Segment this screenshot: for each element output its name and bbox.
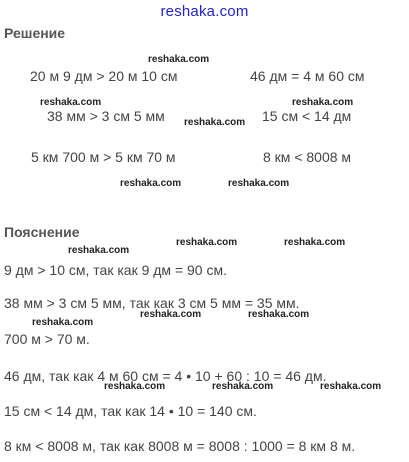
- watermark: reshaka.com: [68, 245, 130, 256]
- watermark: reshaka.com: [148, 54, 210, 65]
- explanation-line-5: 15 см < 14 дм, так как 14 • 10 = 140 см.: [4, 403, 257, 419]
- watermark: reshaka.com: [120, 178, 182, 189]
- watermark: reshaka.com: [212, 381, 274, 392]
- watermark: reshaka.com: [176, 237, 238, 248]
- watermark: reshaka.com: [284, 237, 346, 248]
- explanation-line-1: 9 дм > 10 см, так как 9 дм = 90 см.: [4, 262, 227, 278]
- watermark: reshaka.com: [32, 317, 94, 328]
- explanation-line-3: 700 м > 70 м.: [4, 331, 90, 347]
- watermark: reshaka.com: [228, 178, 290, 189]
- explanation-line-2: 38 мм > 3 см 5 мм, так как 3 см 5 мм = 35 мм.: [4, 295, 300, 311]
- watermark: reshaka.com: [40, 97, 102, 108]
- watermark: reshaka.com: [320, 381, 382, 392]
- solution-heading: Решение: [4, 25, 66, 41]
- explanation-heading: Пояснение: [4, 224, 80, 240]
- site-header[interactable]: reshaka.com: [160, 3, 249, 20]
- watermark: reshaka.com: [140, 309, 202, 320]
- watermark: reshaka.com: [184, 117, 246, 128]
- solution-left-1: 20 м 9 дм > 20 м 10 см: [30, 68, 178, 84]
- explanation-line-6: 8 км < 8008 м, так как 8008 м = 8008 : 1000 = 8 км 8 м.: [4, 438, 356, 454]
- solution-right-1: 46 дм = 4 м 60 см: [250, 68, 365, 84]
- solution-left-2: 38 мм > 3 см 5 мм: [47, 108, 165, 124]
- solution-right-2: 15 см < 14 дм: [262, 108, 352, 124]
- watermark: reshaka.com: [104, 381, 166, 392]
- watermark: reshaka.com: [248, 309, 310, 320]
- solution-left-3: 5 км 700 м > 5 км 70 м: [31, 149, 176, 165]
- solution-right-3: 8 км < 8008 м: [263, 149, 352, 165]
- watermark: reshaka.com: [292, 97, 354, 108]
- explanation-line-4: 46 дм, так как 4 м 60 см = 4 • 10 + 60 : 10 = 46 дм.: [4, 368, 327, 384]
